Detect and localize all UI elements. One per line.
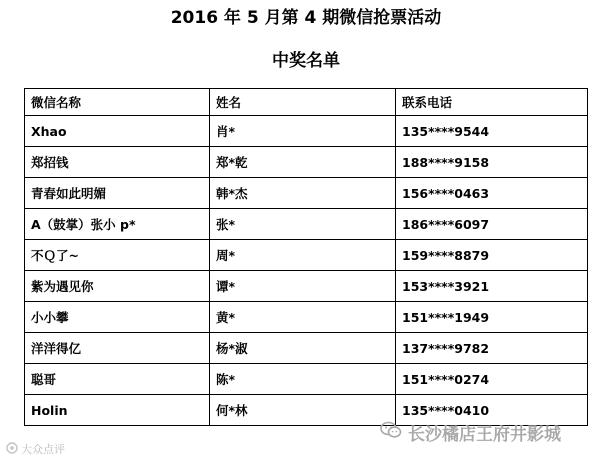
name-cell: 肖* xyxy=(210,116,396,147)
name-cell: 周* xyxy=(210,240,396,271)
wechat-name-cell: Xhao xyxy=(25,116,210,147)
winners-table xyxy=(24,88,588,426)
wechat-logo-icon xyxy=(380,421,402,444)
table-row xyxy=(25,271,588,302)
dianping-watermark xyxy=(6,441,65,457)
wechat-name-cell: A（鼓掌）张小 p* xyxy=(25,209,210,240)
phone-cell: 159****8879 xyxy=(396,240,588,271)
table-row xyxy=(25,240,588,271)
phone-cell: 137****9782 xyxy=(396,333,588,364)
table-row xyxy=(25,147,588,178)
wechat-name-cell: Holin xyxy=(25,395,210,426)
name-cell: 谭* xyxy=(210,271,396,302)
page-subtitle: 中奖名单 xyxy=(272,51,340,71)
phone-cell: 135****9544 xyxy=(396,116,588,147)
table-row xyxy=(25,209,588,240)
table-row xyxy=(25,333,588,364)
table-header-row xyxy=(25,89,588,116)
phone-cell: 156****0463 xyxy=(396,178,588,209)
header-wechat-name: 微信名称 xyxy=(25,89,210,116)
wechat-name-cell: 青春如此明媚 xyxy=(25,178,210,209)
wechat-name-cell: 聪哥 xyxy=(25,364,210,395)
dianping-watermark-text: 大众点评 xyxy=(21,443,65,456)
table-row xyxy=(25,116,588,147)
name-cell: 黄* xyxy=(210,302,396,333)
phone-cell: 153****3921 xyxy=(396,271,588,302)
wechat-name-cell: 洋洋得亿 xyxy=(25,333,210,364)
phone-cell: 151****1949 xyxy=(396,302,588,333)
dianping-logo-icon xyxy=(6,442,18,457)
wechat-name-cell: 郑招钱 xyxy=(25,147,210,178)
name-cell: 韩*杰 xyxy=(210,178,396,209)
phone-cell: 186****6097 xyxy=(396,209,588,240)
phone-cell: 151****0274 xyxy=(396,364,588,395)
header-name: 姓名 xyxy=(210,89,396,116)
wechat-name-cell: 小小攀 xyxy=(25,302,210,333)
wechat-account-name: 长沙橘店王府井影城 xyxy=(408,424,561,445)
name-cell: 杨*淑 xyxy=(210,333,396,364)
wechat-name-cell: 紫为遇见你 xyxy=(25,271,210,302)
name-cell: 郑*乾 xyxy=(210,147,396,178)
name-cell: 何*林 xyxy=(210,395,396,426)
name-cell: 陈* xyxy=(210,364,396,395)
wechat-name-cell: 不Ｑ了~ xyxy=(25,240,210,271)
table-row xyxy=(25,302,588,333)
table-row xyxy=(25,178,588,209)
page-title: 2016 年 5 月第 4 期微信抢票活动 xyxy=(170,8,442,28)
table-row xyxy=(25,364,588,395)
phone-cell: 135****0410 xyxy=(396,395,588,426)
phone-cell: 188****9158 xyxy=(396,147,588,178)
header-phone: 联系电话 xyxy=(396,89,588,116)
wechat-account-watermark xyxy=(380,420,561,444)
name-cell: 张* xyxy=(210,209,396,240)
